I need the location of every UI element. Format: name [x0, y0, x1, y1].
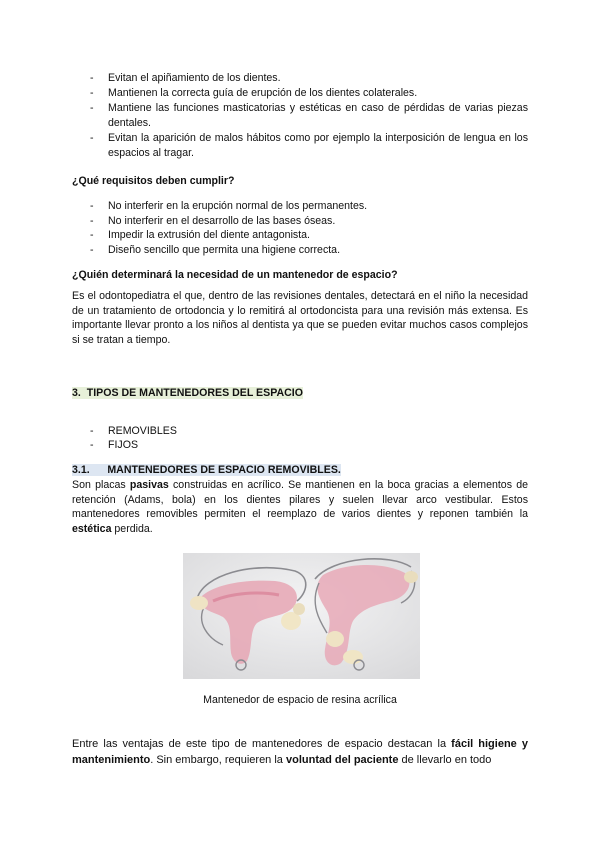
- emphasis: estética: [72, 522, 112, 535]
- list-item: Mantiene las funciones masticatorias y estéticas en caso de pérdidas de varias piezas dentales.: [108, 102, 528, 129]
- bullet-dash: -: [90, 102, 94, 114]
- subsection-number: 3.1.: [72, 464, 90, 476]
- subsection-title: MANTENEDORES DE ESPACIO REMOVIBLES.: [107, 464, 341, 476]
- list-item: No interferir en el desarrollo de las bases óseas.: [108, 215, 336, 227]
- bullet-dash: -: [90, 72, 94, 84]
- question-heading: ¿Qué requisitos deben cumplir?: [72, 175, 235, 187]
- paragraph: Es el odontopediatra el que, dentro de las revisiones dentales, detectará en el niño la necesidad de un tratamiento de ortodoncia y lo remitirá al ortodoncista para una revisión más extensa. Es importante llevar pronto a los niños al dentista ya que se pueden evitar muchos casos complejos si se tratan a tiempo.: [72, 290, 528, 346]
- figure-caption: Mantenedor de espacio de resina acrílica: [203, 694, 397, 706]
- bullet-dash: -: [90, 200, 94, 212]
- paragraph: Son placas pasivas construidas en acrílico. Se mantienen en la boca gracias a elementos de retención (Adams, bola) en los dientes pilares y suelen llevar arco vestibular. Estos mantenedores removibles permiten el reemplazo de varios dientes y reponen también la estética perdida.: [72, 479, 529, 535]
- list-item: Mantienen la correcta guía de erupción de los dientes colaterales.: [108, 87, 418, 99]
- bullet-dash: -: [90, 439, 94, 451]
- space-maintainer-illustration: [183, 553, 420, 679]
- list-item: REMOVIBLES: [108, 425, 177, 437]
- section-title: TIPOS DE MANTENEDORES DEL ESPACIO: [86, 387, 303, 399]
- section-heading: [72, 386, 303, 401]
- emphasis: fácil higiene y mantenimiento: [72, 738, 528, 767]
- list-item: Impedir la extrusión del diente antagonista.: [108, 229, 310, 241]
- emphasis: voluntad del paciente: [285, 754, 399, 767]
- bullet-dash: -: [90, 87, 94, 99]
- subsection-heading: [72, 463, 341, 478]
- bullet-dash: -: [90, 425, 94, 437]
- emphasis: pasivas: [129, 479, 169, 491]
- list-item: FIJOS: [108, 439, 139, 451]
- list-item: Diseño sencillo que permita una higiene correcta.: [108, 244, 341, 256]
- section-number: 3.: [72, 387, 81, 399]
- bullet-dash: -: [90, 132, 94, 144]
- bullet-dash: -: [90, 215, 94, 227]
- list-item: No interferir en la erupción normal de los permanentes.: [108, 200, 368, 212]
- dental-appliance-photo: [183, 553, 420, 679]
- bullet-dash: -: [90, 229, 94, 241]
- bullet-dash: -: [90, 244, 94, 256]
- question-heading: ¿Quién determinará la necesidad de un mantenedor de espacio?: [72, 269, 398, 281]
- list-item: Evitan el apiñamiento de los dientes.: [108, 72, 281, 84]
- paragraph: Entre las ventajas de este tipo de mantenedores de espacio destacan la fácil higiene y mantenimiento. Sin embargo, requieren la voluntad del paciente de llevarlo en todo: [72, 738, 528, 767]
- list-item: Evitan la aparición de malos hábitos como por ejemplo la interposición de lengua en los espacios al tragar.: [108, 132, 528, 159]
